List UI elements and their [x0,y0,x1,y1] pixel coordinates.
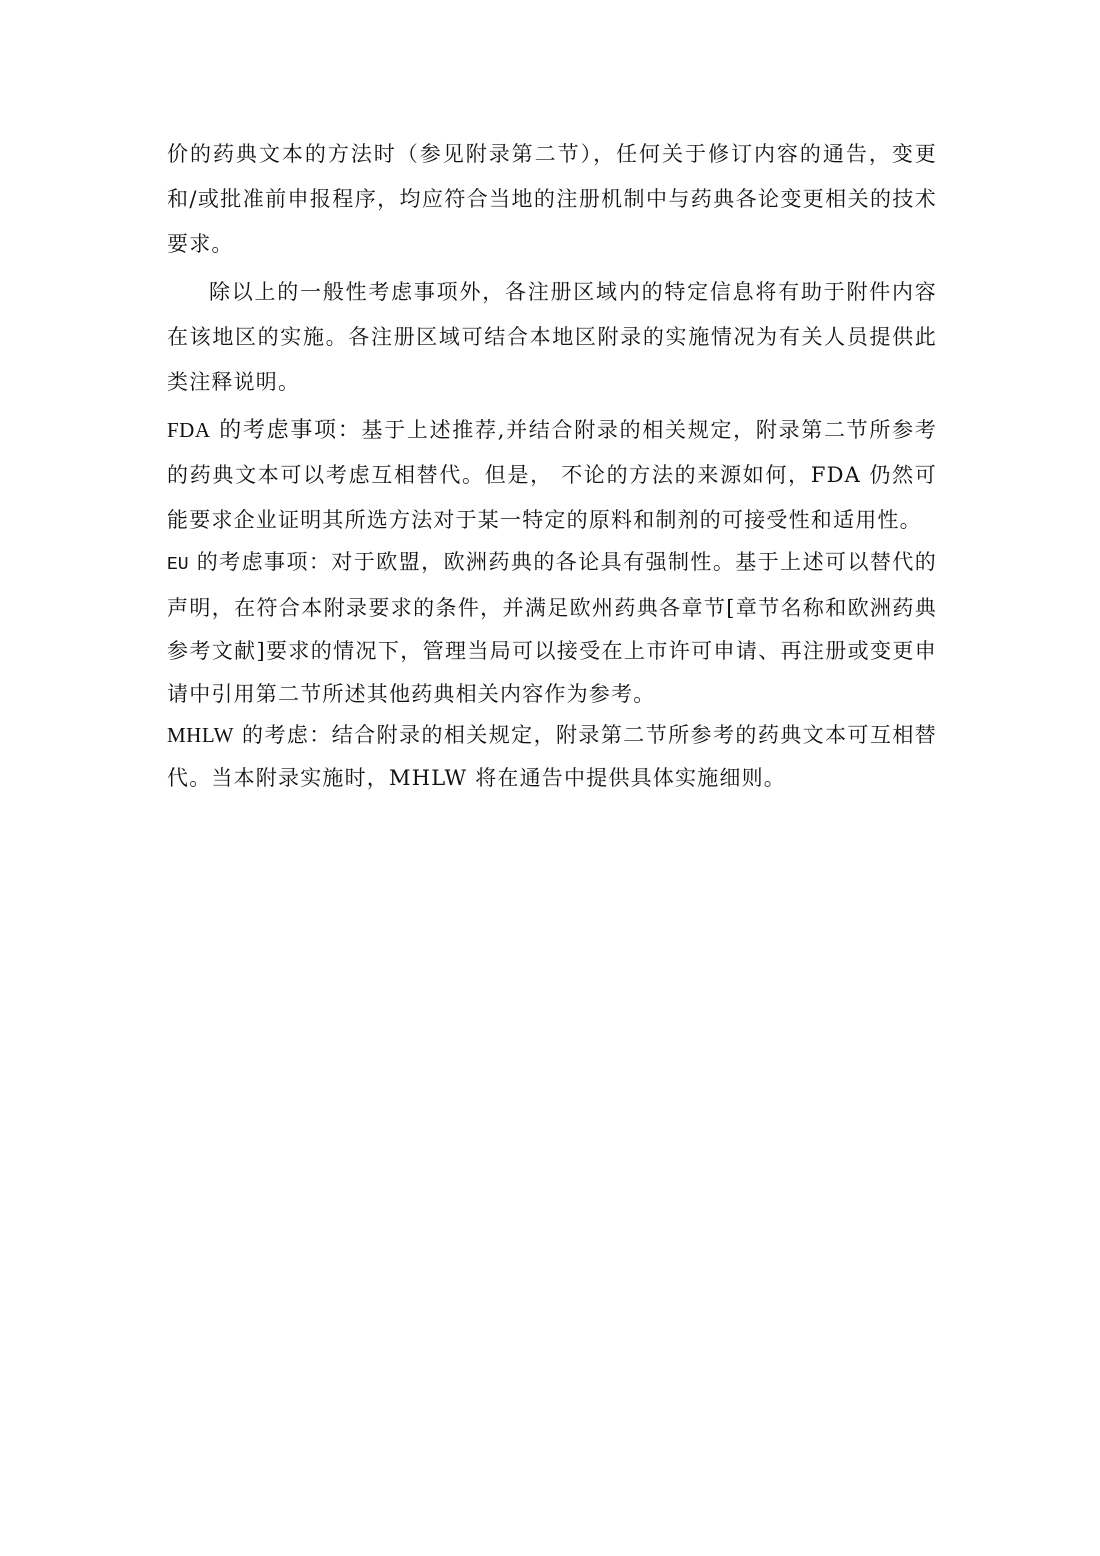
mhlw-considerations [167,714,937,800]
eu-text: 对于欧盟，欧洲药典的各论具有强制性。基于上述可以替代的声明，在符合本附录要求的条件，并满足欧州药典各章节[章节名称和欧洲药典参考文献]要求的情况下，管理当局可以接受在上市许可申请、再注册或变更申请中引用第二节所述其他药典相关内容作为参考。 [167,550,938,706]
paragraph-general-considerations [167,270,937,405]
eu-considerations [167,541,937,716]
fda-label: FDA [167,418,211,442]
paragraph-text: 除以上的一般性考虑事项外，各注册区域内的特定信息将有助于附件内容在该地区的实施。各注册区域可结合本地区附录的实施情况为有关人员提供此类注释说明。 [167,280,937,394]
mhlw-heading: 的考虑： [233,723,332,747]
eu-heading: 的考虑事项： [188,550,332,574]
paragraph-continuation [167,132,937,267]
mhlw-text: 结合附录的相关规定，附录第二节所参考的药典文本可互相替代。当本附录实施时，MHLW 将在通告中提供具体实施细则。 [167,723,937,790]
eu-label: EU [167,555,189,575]
mhlw-label: MHLW [167,723,234,747]
document-body [167,132,937,800]
fda-considerations [167,408,937,543]
paragraph-text: 价的药典文本的方法时（参见附录第二节），任何关于修订内容的通告，变更和/或批准前申报程序，均应符合当地的注册机制中与药典各论变更相关的技术要求。 [167,142,937,256]
fda-text: 基于上述推荐,并结合附录的相关规定，附录第二节所参考的药典文本可以考虑互相替代。但是， 不论的方法的来源如何，FDA 仍然可能要求企业证明其所选方法对于某一特定的原料和制剂的可接受性和适用性。 [167,418,938,532]
fda-heading: 的考虑事项： [210,418,362,443]
